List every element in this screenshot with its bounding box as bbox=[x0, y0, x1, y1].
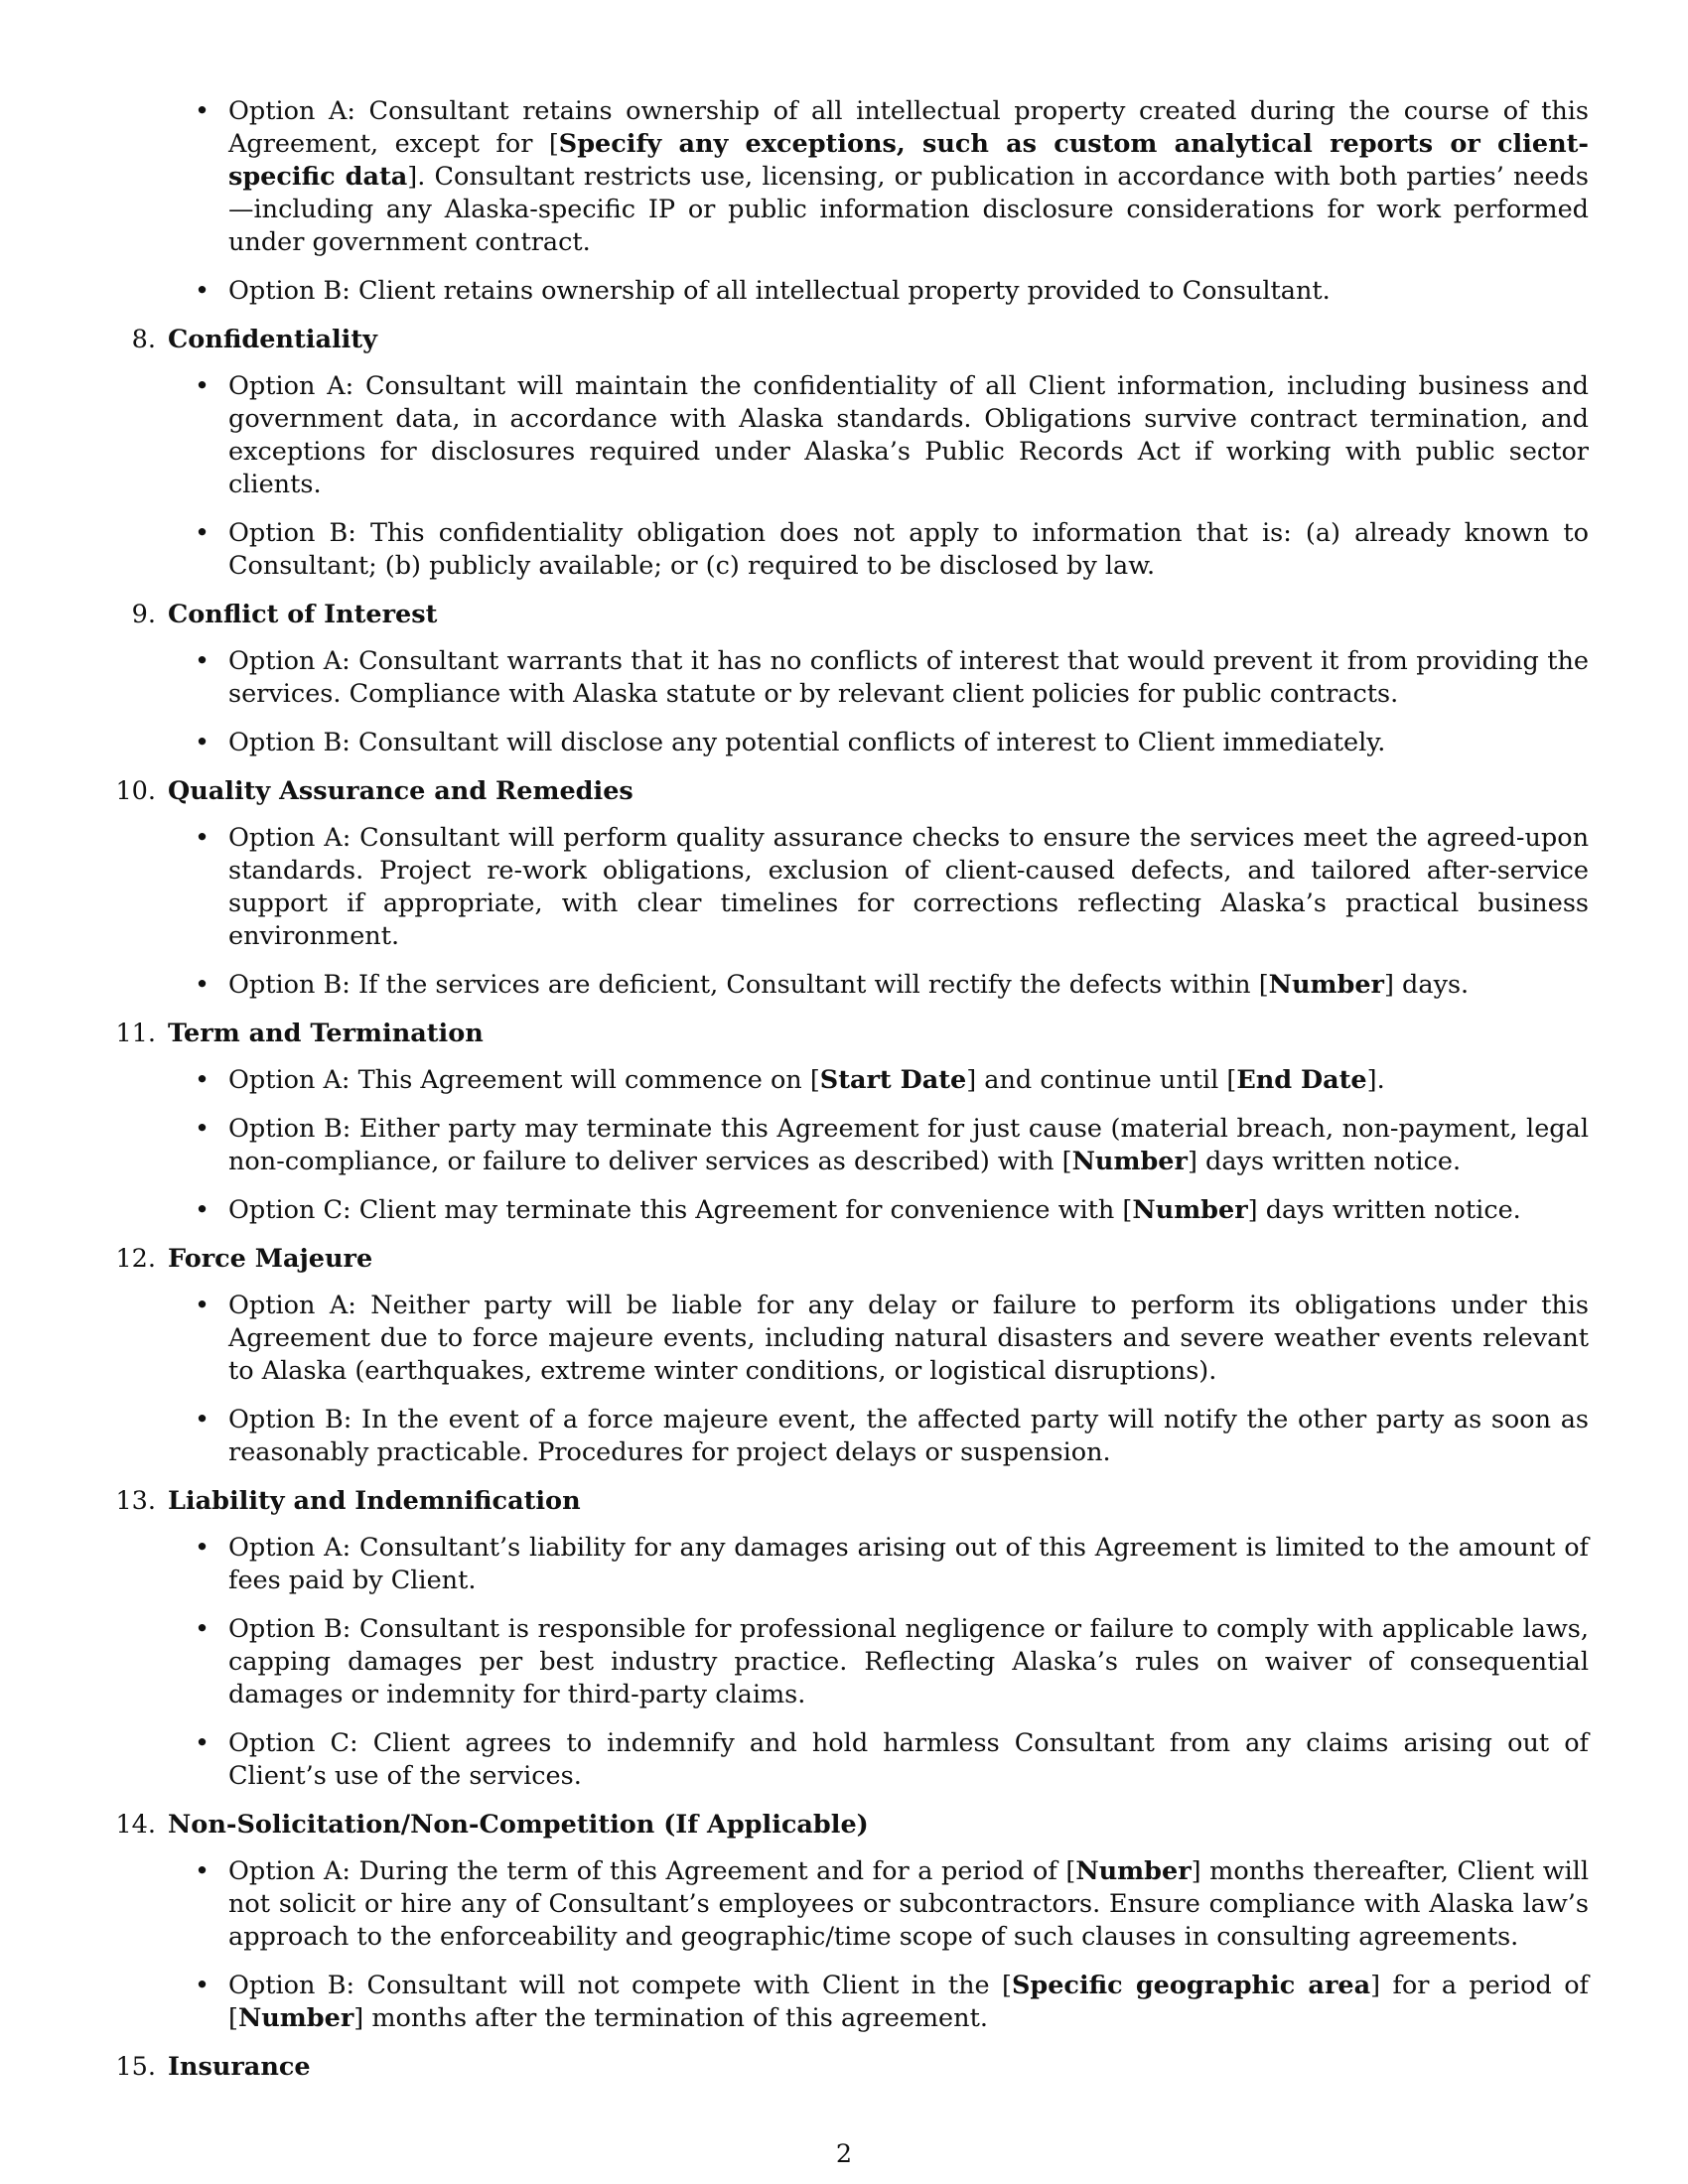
list-item bbox=[0, 1113, 1688, 1178]
bullet-icon: • bbox=[195, 518, 211, 548]
bullet-list bbox=[0, 822, 1688, 1002]
bullet-icon: • bbox=[195, 728, 211, 757]
item-text: ] for a period of [ bbox=[228, 1971, 1589, 2033]
item-text: Option B: If the services are deficient, Consultant will rectify the defects within [ bbox=[228, 970, 1269, 1000]
list-item bbox=[0, 1194, 1688, 1227]
list-item bbox=[0, 645, 1688, 711]
item-text: Option B: Consultant is responsible for professional negligence or failure to comply with applicable laws, capping damages per best industry practice. Reflecting Alaska’s rules on waiver of consequential damages or indemnity for third-party claims. bbox=[228, 1614, 1589, 1709]
section-number: 14. bbox=[115, 1810, 156, 1840]
bullet-icon: • bbox=[195, 1405, 211, 1434]
bullet-icon: • bbox=[195, 1614, 211, 1644]
bullet-icon: • bbox=[195, 1065, 211, 1095]
item-text: Option A: Consultant warrants that it has no conflicts of interest that would prevent it from providing the services. Compliance with Alaska statute or by relevant client policies for public contracts. bbox=[228, 646, 1589, 709]
item-text: ] and continue until [ bbox=[966, 1065, 1237, 1095]
item-text: ]. bbox=[1366, 1065, 1385, 1095]
list-item bbox=[0, 727, 1688, 759]
bullet-icon: • bbox=[195, 371, 211, 401]
placeholder-text: Specify any exceptions, such as custom analytical reports or client-specific data bbox=[228, 129, 1589, 192]
section-heading bbox=[0, 324, 1688, 356]
item-text: Option B: This confidentiality obligation does not apply to information that is: (a) already known to Consultant; (b) publicly available; or (c) required to be disclosed by law. bbox=[228, 518, 1589, 581]
sections-container bbox=[0, 324, 1688, 2084]
bullet-icon: • bbox=[195, 1533, 211, 1563]
section-heading bbox=[0, 1809, 1688, 1842]
item-text: ] months after the termination of this agreement. bbox=[353, 2003, 988, 2033]
bullet-list bbox=[0, 1064, 1688, 1227]
item-text: Option A: Neither party will be liable for any delay or failure to perform its obligations under this Agreement due to force majeure events, including natural disasters and severe weather events relevant to Alaska (earthquakes, extreme winter conditions, or logistical disruptions). bbox=[228, 1291, 1589, 1386]
section-title: Confidentiality bbox=[168, 325, 377, 354]
item-text: Option B: In the event of a force majeure event, the affected party will notify the other party as soon as reasonably practicable. Procedures for project delays or suspension. bbox=[228, 1405, 1589, 1467]
placeholder-text: End Date bbox=[1236, 1065, 1367, 1095]
item-text: Option B: Client retains ownership of all intellectual property provided to Consultant. bbox=[228, 276, 1331, 306]
section-number: 13. bbox=[115, 1486, 156, 1516]
item-text: ] days written notice. bbox=[1187, 1147, 1462, 1176]
bullet-icon: • bbox=[195, 1971, 211, 2000]
section-title: Quality Assurance and Remedies bbox=[168, 776, 633, 806]
placeholder-text: Number bbox=[1132, 1195, 1248, 1225]
section-heading bbox=[0, 775, 1688, 808]
section bbox=[0, 1809, 1688, 2035]
placeholder-text: Specific geographic area bbox=[1011, 1971, 1371, 2000]
section-title: Term and Termination bbox=[168, 1019, 484, 1048]
bullet-icon: • bbox=[195, 1291, 211, 1320]
list-item bbox=[0, 1855, 1688, 1954]
document-body bbox=[0, 95, 1688, 2098]
bullet-list bbox=[0, 645, 1688, 759]
section-heading bbox=[0, 2051, 1688, 2084]
section bbox=[0, 775, 1688, 1002]
section-heading bbox=[0, 599, 1688, 631]
list-item bbox=[0, 1727, 1688, 1793]
list-item bbox=[0, 1290, 1688, 1388]
item-text: Option A: During the term of this Agreement and for a period of [ bbox=[228, 1856, 1076, 1886]
item-text: Option A: Consultant retains ownership of all intellectual property created during the course of this Agreement, except for [ bbox=[228, 96, 1589, 159]
list-item bbox=[0, 370, 1688, 501]
section bbox=[0, 324, 1688, 583]
section-title: Non-Solicitation/Non-Competition (If Applicable) bbox=[168, 1810, 869, 1840]
list-item bbox=[0, 1613, 1688, 1711]
lead-bullet-list bbox=[0, 95, 1688, 308]
item-text: ] months thereafter, Client will not solicit or hire any of Consultant’s employees or subcontractors. Ensure compliance with Alaska law’s approach to the enforceability and geographic/time scope of such clauses in consulting agreements. bbox=[228, 1856, 1589, 1952]
list-item bbox=[0, 1404, 1688, 1469]
bullet-list bbox=[0, 1290, 1688, 1469]
section bbox=[0, 599, 1688, 759]
section-number: 11. bbox=[115, 1019, 156, 1048]
section bbox=[0, 1018, 1688, 1227]
bullet-icon: • bbox=[195, 1856, 211, 1886]
placeholder-text: Number bbox=[1075, 1856, 1192, 1886]
list-item bbox=[0, 822, 1688, 953]
item-text: Option A: This Agreement will commence on [ bbox=[228, 1065, 820, 1095]
list-item bbox=[0, 1532, 1688, 1597]
placeholder-text: Number bbox=[237, 2003, 354, 2033]
list-item bbox=[0, 275, 1688, 308]
item-text: ] days. bbox=[1383, 970, 1470, 1000]
list-item bbox=[0, 969, 1688, 1002]
section-title: Force Majeure bbox=[168, 1244, 373, 1274]
bullet-list bbox=[0, 1532, 1688, 1793]
item-text: Option C: Client may terminate this Agreement for convenience with [ bbox=[228, 1195, 1133, 1225]
bullet-icon: • bbox=[195, 1195, 211, 1225]
section-number: 8. bbox=[131, 325, 156, 354]
section-number: 15. bbox=[115, 2052, 156, 2082]
section bbox=[0, 1243, 1688, 1469]
bullet-icon: • bbox=[195, 646, 211, 676]
section-heading bbox=[0, 1243, 1688, 1276]
section-number: 9. bbox=[131, 600, 156, 629]
bullet-icon: • bbox=[195, 1114, 211, 1144]
section-number: 12. bbox=[115, 1244, 156, 1274]
bullet-list bbox=[0, 1855, 1688, 2035]
list-item bbox=[0, 517, 1688, 583]
item-text: Option C: Client agrees to indemnify and hold harmless Consultant from any claims arising out of Client’s use of the services. bbox=[228, 1728, 1589, 1791]
placeholder-text: Number bbox=[1268, 970, 1384, 1000]
placeholder-text: Start Date bbox=[819, 1065, 967, 1095]
bullet-icon: • bbox=[195, 1728, 211, 1758]
item-text: ] days written notice. bbox=[1247, 1195, 1521, 1225]
item-text: Option B: Consultant will disclose any potential conflicts of interest to Client immediately. bbox=[228, 728, 1386, 757]
bullet-icon: • bbox=[195, 96, 211, 126]
item-text: Option A: Consultant will perform quality assurance checks to ensure the services meet the agreed-upon standards. Project re-work obligations, exclusion of client-caused defects, and tailored after-service support if appropriate, with clear timelines for corrections reflecting Alaska’s practical business environment. bbox=[228, 823, 1589, 951]
section-title: Insurance bbox=[168, 2052, 311, 2082]
section-heading bbox=[0, 1485, 1688, 1518]
page-number: 2 bbox=[835, 2139, 853, 2169]
bullet-icon: • bbox=[195, 970, 211, 1000]
bullet-icon: • bbox=[195, 823, 211, 853]
placeholder-text: Number bbox=[1071, 1147, 1188, 1176]
section bbox=[0, 1485, 1688, 1793]
section-title: Liability and Indemnification bbox=[168, 1486, 581, 1516]
list-item bbox=[0, 1064, 1688, 1097]
list-item bbox=[0, 1970, 1688, 2035]
item-text: Option B: Consultant will not compete with Client in the [ bbox=[228, 1971, 1012, 2000]
list-item bbox=[0, 95, 1688, 259]
item-text: Option A: Consultant will maintain the confidentiality of all Client information, including business and government data, in accordance with Alaska standards. Obligations survive contract termination, and exceptions for disclosures required under Alaska’s Public Records Act if working with public sector clients. bbox=[228, 371, 1589, 499]
section-number: 10. bbox=[115, 776, 156, 806]
section bbox=[0, 2051, 1688, 2084]
item-text: Option A: Consultant’s liability for any damages arising out of this Agreement is limited to the amount of fees paid by Client. bbox=[228, 1533, 1589, 1595]
section-heading bbox=[0, 1018, 1688, 1050]
item-text: Option B: Either party may terminate this Agreement for just cause (material breach, non-payment, legal non-compliance, or failure to deliver services as described) with [ bbox=[228, 1114, 1589, 1176]
bullet-icon: • bbox=[195, 276, 211, 306]
section-title: Conflict of Interest bbox=[168, 600, 438, 629]
item-text: ]. Consultant restricts use, licensing, or publication in accordance with both parties’ needs—including any Alaska-specific IP or public information disclosure considerations for work performed under government contract. bbox=[228, 162, 1589, 257]
bullet-list bbox=[0, 370, 1688, 583]
